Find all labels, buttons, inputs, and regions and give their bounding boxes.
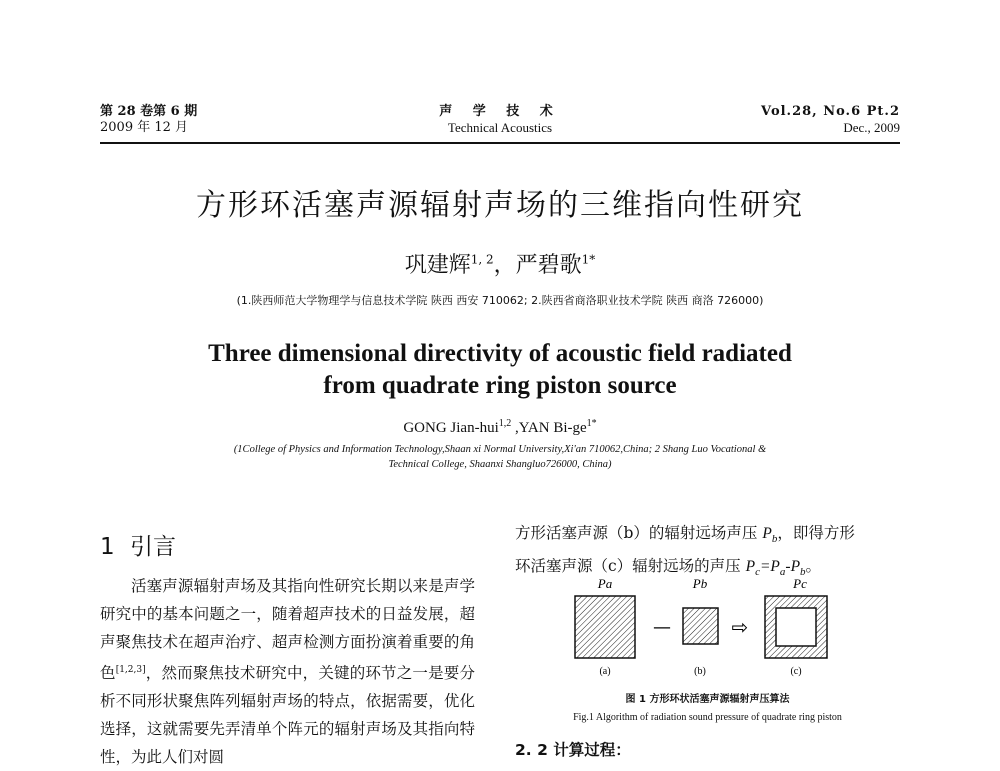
intro-paragraph (100, 572, 475, 771)
journal-name-en: Technical Acoustics (447, 120, 553, 135)
pb-symbol: $P_b$ (762, 525, 778, 546)
header-right (761, 104, 900, 136)
affiliation-en-line1: (1College of Physics and Information Technology,Shaan xi Normal University,Xi'an 710062,China; 2 Shang Luo Vocational & (233, 444, 767, 455)
title-en-line2: from quadrate ring piston source (323, 372, 677, 399)
section-number: 1 (100, 534, 115, 560)
date-en: Dec., 2009 (843, 120, 900, 135)
author2-en: YAN Bi-ge (518, 420, 587, 436)
date-cn: 2009 年 12 月 (100, 120, 189, 135)
square-piston-a (575, 596, 635, 658)
header-rule (100, 142, 900, 144)
figure-caption-en: Fig.1 Algorithm of radiation sound pressure of quadrate ring piston (573, 712, 842, 723)
figure-label-b: Pb (692, 578, 708, 591)
intro-text-part1: 活塞声源辐射声场及其指向性研究长期以来是声学研究中的基本问题之一，随着超声技术的日益发展，超声聚焦技术在超声治疗、超声检测方面扮演着重要的角色 (100, 577, 475, 683)
figure-caption-cn: 图 1 方形环状活塞声源辐射声压算法 (625, 694, 790, 705)
affiliation-en (100, 442, 900, 472)
right-line1-end: ，即得方形 (777, 524, 855, 542)
body-left-column (100, 572, 475, 771)
author1-en: GONG Jian-hui (403, 420, 499, 436)
arrow-sign: ⇨ (731, 615, 749, 639)
section-title: 引言 (129, 534, 176, 560)
authors-en (100, 418, 900, 437)
affiliation-en-line2: Technical College, Shaanxi Shangluo726000, China) (388, 459, 612, 470)
intro-text-part2: ，然而聚焦技术研究中，关键的环节之一是要分析不同形状聚焦阵列辐射声场的特点，依据需要，优化选择，这就需要先弄清单个阵元的辐射声场及其指向特性，为此人们对圆 (100, 664, 475, 767)
figure-label-a: Pa (597, 578, 613, 591)
figure-sub-b: (b) (694, 666, 706, 677)
affiliation-cn: (1.陕西师范大学物理学与信息技术学院 陕西 西安 710062; 2.陕西省商洛职业技术学院 陕西 商洛 726000) (236, 294, 764, 307)
author2-cn-affil: 1* (581, 252, 596, 267)
figure-1 (560, 578, 860, 678)
authors-cn (100, 248, 900, 279)
author1-cn: 巩建辉 (404, 253, 471, 278)
paper-title-en (100, 338, 900, 402)
right-line2-end: 。 (805, 557, 822, 576)
author2-en-affil: 1* (586, 418, 597, 429)
title-en-line1: Three dimensional directivity of acoustic field radiated (208, 340, 792, 367)
subsection-title: 计算过程： (553, 741, 631, 759)
paper-title-cn: 方形环活塞声源辐射声场的三维指向性研究 (196, 188, 804, 223)
author-separator-en: , (511, 420, 519, 436)
volume-cn: 第 28 卷第 6 期 (100, 104, 198, 119)
body-right-column (515, 520, 900, 586)
section-heading (100, 528, 176, 561)
volume-en: Vol.28, No.6 Pt.2 (761, 104, 900, 119)
right-line1-text: 方形活塞声源（b）的辐射远场声压 (515, 524, 763, 542)
ring-piston-inner (776, 608, 816, 646)
author1-en-affil: 1,2 (498, 418, 512, 429)
subsection-number: 2. 2 (515, 741, 548, 759)
figure-sub-a: (a) (599, 666, 611, 677)
author1-cn-affil: 1, 2 (470, 252, 494, 267)
subsection-heading (515, 738, 631, 760)
right-line1 (515, 520, 900, 553)
minus-sign: — (653, 617, 671, 638)
citation-ref: [1,2,3] (115, 665, 146, 675)
right-line2-text: 环活塞声源（c）辐射远场的声压 (515, 557, 746, 576)
figure-label-c: Pc (793, 578, 807, 591)
header-center (350, 104, 650, 136)
square-piston-b (683, 608, 718, 644)
journal-name-cn: 声 学 技 术 (439, 104, 561, 119)
header-left (100, 104, 197, 136)
author2-cn: 严碧歌 (515, 253, 582, 278)
author-separator-cn: ， (493, 253, 516, 278)
pc-formula: $P_c=P_a-P_b$ (745, 558, 806, 579)
figure-sub-c: (c) (790, 666, 802, 677)
